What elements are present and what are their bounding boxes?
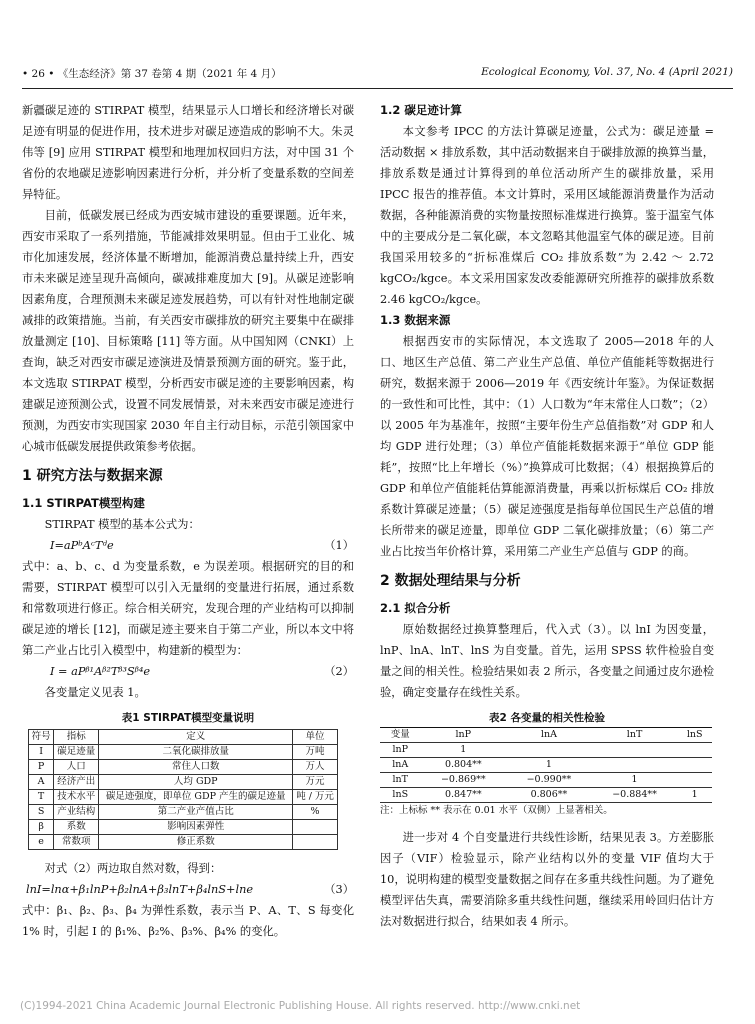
paragraph: 对式（2）两边取自然对数，得到： <box>44 862 222 875</box>
table-cell: 1 <box>592 773 678 788</box>
table-cell: 人均 GDP <box>99 775 293 790</box>
table-row <box>29 805 338 820</box>
table-cell: T <box>29 790 54 805</box>
table-cell <box>677 773 712 788</box>
table-cell <box>293 835 338 850</box>
table-row <box>29 760 338 775</box>
paragraph: 原始数据经过换算整理后，代入式（3）。以 lnI 为因变量，lnP、lnA、lnT、lnS 为自变量。首先，运用 SPSS 软件检验自变量之间的相关性。检验结果如表 2 所示，各变量之间通过皮尔逊检验，确定变量存在线性关系。 <box>380 623 714 699</box>
table-cell: 修正系数 <box>99 835 293 850</box>
table-cell: e <box>29 835 54 850</box>
table-cell: I <box>29 745 54 760</box>
table-header-cell: lnP <box>420 728 506 743</box>
table-row <box>29 745 338 760</box>
table-cell: β <box>29 820 54 835</box>
table-cell <box>592 758 678 773</box>
table-cell: 1 <box>677 788 712 803</box>
table-row <box>380 743 712 758</box>
copyright-footer: (C)1994-2021 China Academic Journal Electronic Publishing House. All rights reserved. http://www.cnki.net <box>20 1000 581 1012</box>
table-header-cell: lnS <box>677 728 712 743</box>
header-rule <box>22 88 733 89</box>
table-cell: 技术水平 <box>54 790 99 805</box>
table-row <box>380 773 712 788</box>
table-cell: 影响因素弹性 <box>99 820 293 835</box>
paragraph: STIRPAT 模型的基本公式为： <box>44 518 200 531</box>
subsection-heading: 2.1 拟合分析 <box>380 601 451 615</box>
left-column <box>22 100 354 942</box>
right-column <box>380 100 714 932</box>
table-row <box>380 788 712 803</box>
equation-number: （3） <box>324 883 354 896</box>
table-header-row <box>29 730 338 745</box>
table-cell: 经济产出 <box>54 775 99 790</box>
equation-text: I=aPᵇAᶜTᵈe <box>50 539 114 552</box>
table-cell: 系数 <box>54 820 99 835</box>
table-2 <box>380 727 712 803</box>
table-cell: P <box>29 760 54 775</box>
table-cell: 常数项 <box>54 835 99 850</box>
equation-text: lnI=lnα+β₁lnP+β₂lnA+β₃lnT+β₄lnS+lne <box>26 883 254 896</box>
table-row <box>29 835 338 850</box>
table-note: 注：上标标 ** 表示在 0.01 水平（双侧）上显著相关。 <box>380 805 613 816</box>
table-cell: 二氧化碳排放量 <box>99 745 293 760</box>
equation-2 <box>22 661 354 682</box>
paragraph: 进一步对 4 个自变量进行共线性诊断，结果见表 3。方差膨胀因子（VIF）检验显示，除产业结构以外的变量 VIF 值均大于 10，说明构建的模型变量数据之间存在多重共线性问题。为了避免模型评估失真，需要消除多重共线性问题，继续采用岭回归估计方法对数据进行拟合，结果如表 4 所示。 <box>380 831 714 928</box>
running-header <box>22 66 733 84</box>
table-cell: 0.804** <box>420 758 506 773</box>
table-cell: lnT <box>380 773 420 788</box>
equation-number: （2） <box>324 665 354 678</box>
table-cell: 产业结构 <box>54 805 99 820</box>
table-cell: 万人 <box>293 760 338 775</box>
header-left: • 26 • 《生态经济》第 37 卷第 4 期（2021 年 4 月） <box>22 68 282 80</box>
section-heading: 2 数据处理结果与分析 <box>380 573 521 589</box>
table-cell: 人口 <box>54 760 99 775</box>
paragraph: 各变量定义见表 1。 <box>44 686 146 699</box>
table-cell: S <box>29 805 54 820</box>
table-cell <box>506 743 592 758</box>
table-cell: 1 <box>506 758 592 773</box>
table-cell: 0.806** <box>506 788 592 803</box>
subsection-heading: 1.2 碳足迹计算 <box>380 103 462 117</box>
table-cell: lnP <box>380 743 420 758</box>
table-header-row <box>380 728 712 743</box>
table-header-cell: lnT <box>592 728 678 743</box>
table-header-cell: 指标 <box>54 730 99 745</box>
table-cell: −0.869** <box>420 773 506 788</box>
equation-text: I = aPᵝ¹Aᵝ²Tᵝ³Sᵝ⁴e <box>50 665 151 678</box>
table-cell: 碳足迹强度，即单位 GDP 产生的碳足迹量 <box>99 790 293 805</box>
table-cell: % <box>293 805 338 820</box>
paragraph: 新疆碳足迹的 STIRPAT 模型，结果显示人口增长和经济增长对碳足迹有明显的促进作用，技术进步对碳足迹造成的影响不大。朱灵伟等 [9] 应用 STIRPAT 模型和地理加权回归方法，对中国 31 个省份的农地碳足迹影响因素进行分析，并分析了变量系数的空间差异特征。 <box>22 104 354 201</box>
equation-3 <box>22 879 354 900</box>
table-cell: −0.990** <box>506 773 592 788</box>
table-cell <box>293 820 338 835</box>
table-cell: 万吨 <box>293 745 338 760</box>
table-header-cell: 单位 <box>293 730 338 745</box>
table-cell: 吨 / 万元 <box>293 790 338 805</box>
paragraph: 本文参考 IPCC 的方法计算碳足迹量，公式为：碳足迹量 = 活动数据 × 排放系数，其中活动数据来自于碳排放源的换算当量，排放系数是通过计算得到的单位活动所产生的碳排放量，采用 IPCC 报告的推荐值。本文计算时，采用区域能源消费量作为活动数据，各种能源消费的实物量按照标准煤进行换算。鉴于温室气体中的主要成分是二氧化碳，本文忽略其他温室气体的碳足迹。目前我国采用较多的“折标准煤后 CO₂ 排放系数”为 2.42 ～ 2.72 kgCO₂/kgce。本文采用国家发改委能源研究所推荐的碳排放系数 2.46 kgCO₂/kgce。 <box>380 125 714 306</box>
table-cell: A <box>29 775 54 790</box>
section-heading: 1 研究方法与数据来源 <box>22 468 163 484</box>
table-row <box>29 820 338 835</box>
subsection-heading: 1.1 STIRPAT模型构建 <box>22 496 145 510</box>
table-header-cell: 定义 <box>99 730 293 745</box>
paragraph: 根据西安市的实际情况，本文选取了 2005—2018 年的人口、地区生产总值、第二产业生产总值、单位产值能耗等数据进行研究，数据来源于 2006—2019 年《西安统计年鉴》。为保证数据的一致性和可比性，其中：（1）人口数为“年末常住人口数”；（2）以 2005 年为基准年，按照“主要年份生产总值指数”对 GDP 和人均 GDP 进行处理；（3）单位产值能耗数据来源于“单位 GDP 能耗”，按照“比上年增长（%）”换算成可比数据；（4）根据换算后的 GDP 和单位产值能耗估算能源消费量，再乘以折标煤后 CO₂ 排放系数计算碳足迹量；（5）碳足迹强度是指每单位国民生产总值的增长所带来的碳足迹量，即单位 GDP 二氧化碳排放量；（6）第二产业占比按当年价格计算，采用第二产业生产总值与 GDP 的商。 <box>380 335 714 558</box>
paragraph: 式中：a、b、c、d 为变量系数，e 为误差项。根据研究的目的和需要，STIRPAT 模型可以引入无量纲的变量进行拓展，通过系数和常数项进行修正。综合相关研究，发现合理的产业结构可以抑制碳足迹的增长 [12]，而碳足迹主要来自于第二产业，所以本文中将第二产业占比引入模型中，构建新的模型为： <box>22 560 354 657</box>
paragraph: 式中：β₁、β₂、β₃、β₄ 为弹性系数，表示当 P、A、T、S 每变化 1% 时，引起 I 的 β₁%、β₂%、β₃%、β₄% 的变化。 <box>22 904 354 938</box>
table-1-caption: 表1 STIRPAT模型变量说明 <box>121 712 255 724</box>
table-cell: 碳足迹量 <box>54 745 99 760</box>
table-cell: 万元 <box>293 775 338 790</box>
table-header-cell: 变量 <box>380 728 420 743</box>
table-cell <box>677 758 712 773</box>
table-1 <box>28 729 338 850</box>
table-row <box>380 758 712 773</box>
table-cell: 1 <box>420 743 506 758</box>
subsection-heading: 1.3 数据来源 <box>380 313 451 327</box>
table-cell: 第二产业产值占比 <box>99 805 293 820</box>
table-cell <box>592 743 678 758</box>
table-header-cell: lnA <box>506 728 592 743</box>
equation-1 <box>22 535 354 556</box>
table-2-caption: 表2 各变量的相关性检验 <box>489 712 605 724</box>
table-row <box>29 775 338 790</box>
table-cell <box>677 743 712 758</box>
table-cell: 常住人口数 <box>99 760 293 775</box>
paragraph: 目前，低碳发展已经成为西安城市建设的重要课题。近年来，西安市采取了一系列措施，节能减排效果明显。但由于工业化、城市化加速发展，经济体量不断增加，能源消费总量持续上升，西安市未来碳足迹呈现升高倾向，碳减排难度加大 [9]。从碳足迹影响因素角度，合理预测未来碳足迹发展趋势，可以有针对性地制定碳减排的政策措施。当前，有关西安市碳排放的研究主要集中在碳排放量测定 [10]、目标策略 [11] 等方面。从中国知网（CNKI）上查询，缺乏对西安市碳足迹演进及情景预测方面的研究。鉴于此，本文选取 STIRPAT 模型，分析西安市碳足迹的主要影响因素，构建碳足迹预测公式，设置不同发展情景，对未来西安市碳足迹进行预测，为西安市实现国家 2030 年自主行动目标，示范引领国家中心城市低碳发展提供政策参考依据。 <box>22 209 354 453</box>
header-right: Ecological Economy, Vol. 37, No. 4 (April 2021) <box>481 66 733 78</box>
equation-number: （1） <box>324 539 354 552</box>
table-cell: −0.884** <box>592 788 678 803</box>
table-cell: 0.847** <box>420 788 506 803</box>
table-header-cell: 符号 <box>29 730 54 745</box>
table-cell: lnA <box>380 758 420 773</box>
table-row <box>29 790 338 805</box>
table-cell: lnS <box>380 788 420 803</box>
